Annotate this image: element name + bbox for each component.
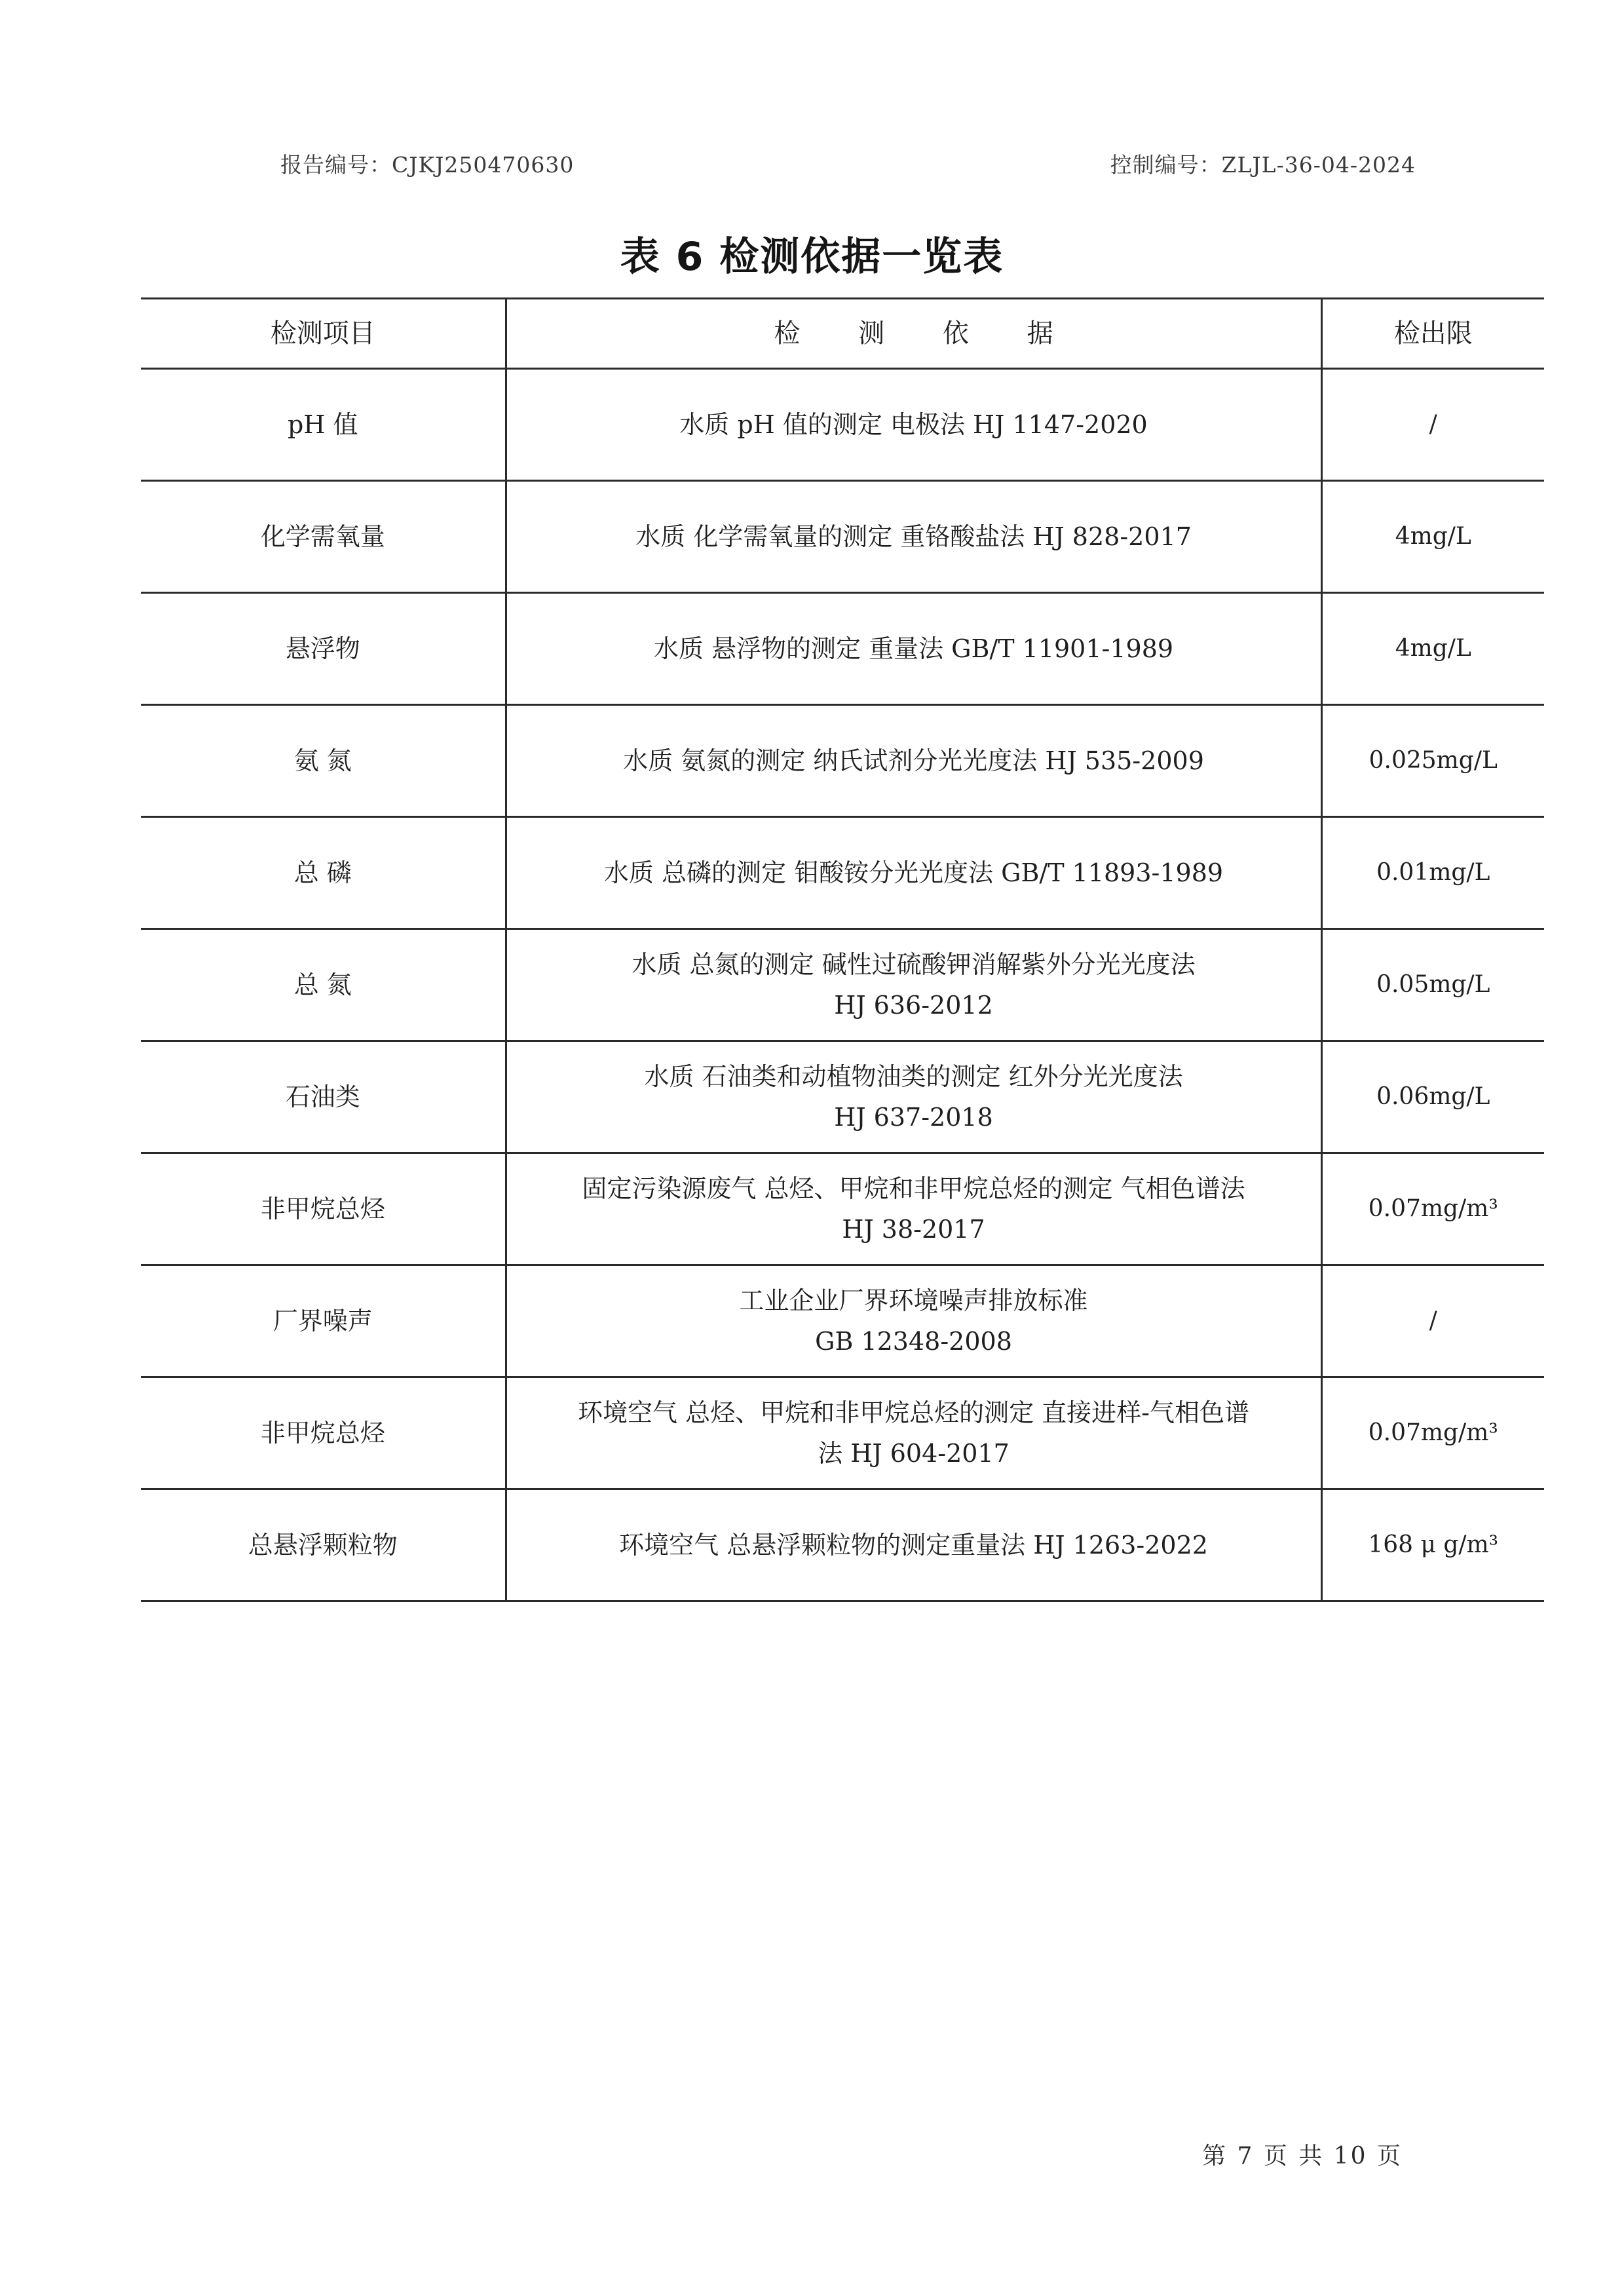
item-cell: 非甲烷总烃 [141,1377,506,1489]
limit-cell: 4mg/L [1321,593,1544,705]
report-number: 报告编号：CJKJ250470630 [280,152,575,178]
basis-line: GB 12348-2008 [815,1327,1012,1356]
basis-line: 法 HJ 604-2017 [818,1439,1010,1468]
basis-cell [506,593,1321,705]
limit-cell: 0.05mg/L [1321,929,1544,1041]
item-cell: 非甲烷总烃 [141,1153,506,1265]
basis-line: 环境空气 总烃、甲烷和非甲烷总烃的测定 直接进样-气相色谱 [577,1398,1249,1427]
item-cell: 总 磷 [141,817,506,929]
basis-cell [506,817,1321,929]
table-row [141,1153,1544,1265]
basis-cell [506,369,1321,481]
item-cell: 悬浮物 [141,593,506,705]
table-header-row [141,299,1544,369]
limit-cell: 0.06mg/L [1321,1041,1544,1153]
basis-line: HJ 636-2012 [834,991,993,1020]
table-row [141,1265,1544,1377]
basis-line: 水质 pH 值的测定 电极法 HJ 1147-2020 [679,410,1148,439]
table-row [141,1377,1544,1489]
page-number: 第 7 页 共 10 页 [1202,2143,1403,2170]
basis-line: 环境空气 总悬浮颗粒物的测定重量法 HJ 1263-2022 [619,1531,1208,1559]
basis-line: 水质 总氮的测定 碱性过硫酸钾消解紫外分光光度法 [632,950,1196,979]
table-row [141,481,1544,593]
column-header-basis: 检 测 依 据 [506,299,1321,369]
item-cell: 氨 氮 [141,705,506,817]
basis-cell [506,1041,1321,1153]
control-number: 控制编号：ZLJL-36-04-2024 [1110,152,1416,178]
table-row [141,369,1544,481]
basis-line: 水质 氨氮的测定 纳氏试剂分光光度法 HJ 535-2009 [623,746,1204,775]
item-cell: 总 氮 [141,929,506,1041]
limit-cell: / [1321,369,1544,481]
basis-line: 固定污染源废气 总烃、甲烷和非甲烷总烃的测定 气相色谱法 [582,1174,1245,1203]
basis-cell [506,1377,1321,1489]
limit-cell: / [1321,1265,1544,1377]
column-header-limit: 检出限 [1321,299,1544,369]
basis-line: 工业企业厂界环境噪声排放标准 [739,1286,1088,1315]
table-row [141,817,1544,929]
item-cell: 厂界噪声 [141,1265,506,1377]
basis-cell [506,1153,1321,1265]
basis-cell [506,1489,1321,1601]
item-cell: 总悬浮颗粒物 [141,1489,506,1601]
table-row [141,593,1544,705]
basis-line: HJ 38-2017 [842,1215,985,1244]
limit-cell: 0.01mg/L [1321,817,1544,929]
table-row [141,1489,1544,1601]
basis-cell [506,929,1321,1041]
basis-cell [506,705,1321,817]
limit-cell: 0.07mg/m³ [1321,1377,1544,1489]
basis-line: 水质 悬浮物的测定 重量法 GB/T 11901-1989 [653,634,1174,663]
table-row [141,929,1544,1041]
table-row [141,1041,1544,1153]
column-header-item: 检测项目 [141,299,506,369]
basis-cell [506,481,1321,593]
basis-line: 水质 总磷的测定 钼酸铵分光光度法 GB/T 11893-1989 [603,858,1224,887]
limit-cell: 0.07mg/m³ [1321,1153,1544,1265]
basis-line: 水质 石油类和动植物油类的测定 红外分光光度法 [644,1062,1183,1091]
item-cell: 石油类 [141,1041,506,1153]
table-title: 表 6 检测依据一览表 [620,234,1004,280]
item-cell: 化学需氧量 [141,481,506,593]
basis-line: HJ 637-2018 [834,1103,993,1132]
basis-line: 水质 化学需氧量的测定 重铬酸盐法 HJ 828-2017 [635,522,1192,551]
detection-basis-table [141,297,1544,1602]
item-cell: pH 值 [141,369,506,481]
basis-cell [506,1265,1321,1377]
limit-cell: 4mg/L [1321,481,1544,593]
limit-cell: 168 μ g/m³ [1321,1489,1544,1601]
table-row [141,705,1544,817]
limit-cell: 0.025mg/L [1321,705,1544,817]
